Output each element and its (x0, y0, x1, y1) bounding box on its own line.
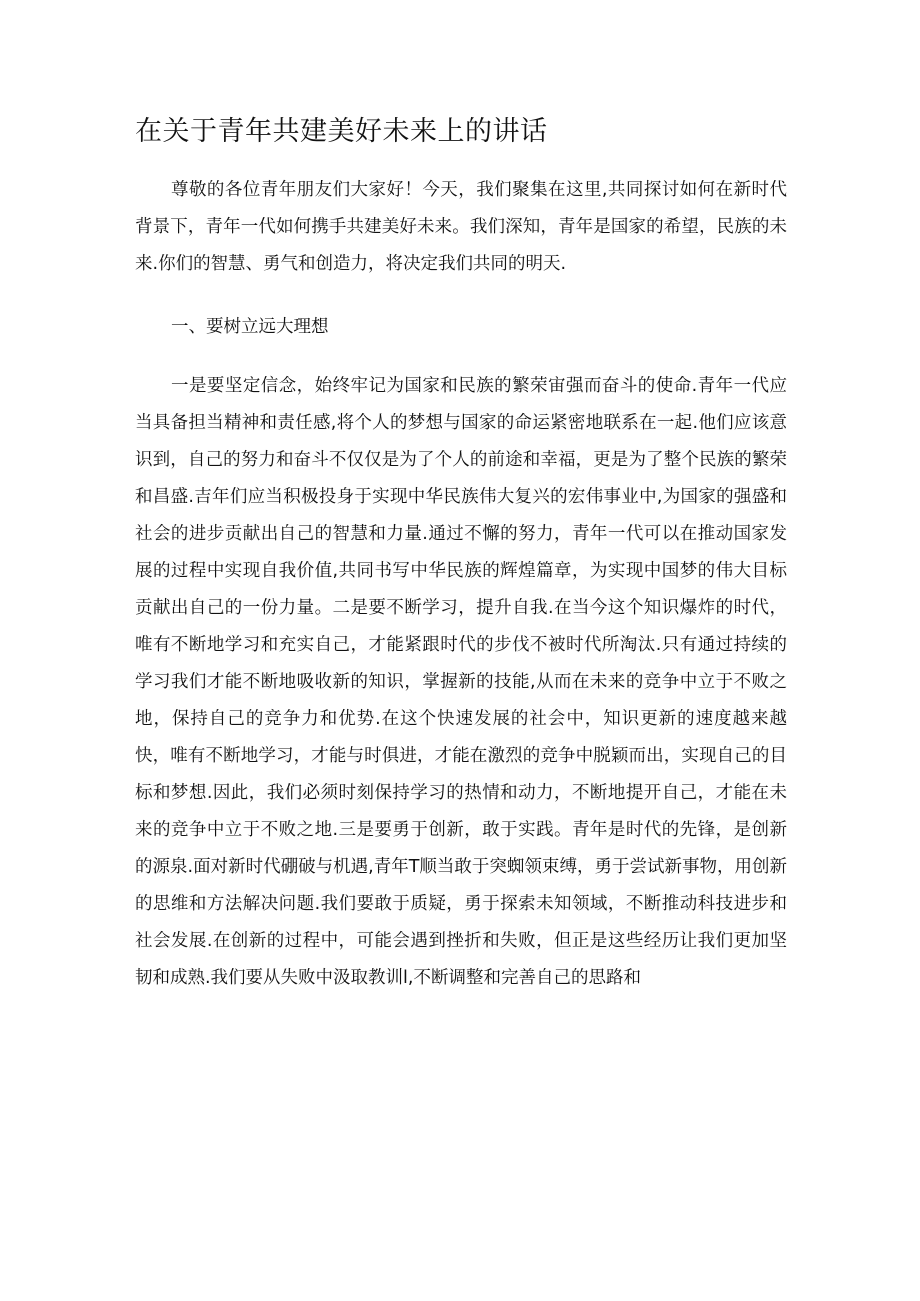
document-page (135, 110, 787, 997)
document-title: 在关于青年共建美好未来上的讲话 (135, 116, 548, 147)
section-heading: 一、要树立远大理想 (171, 317, 329, 337)
body-paragraph: 一是要坚定信念，始终牢记为国家和民族的繁荣宙强而奋斗的使命.青年一代应当具备担当精神和责任感,将个人的梦想与国家的命运紧密地联系在一起.他们应该意识到，自己的努力和奋斗不仅仅是为了个人的前途和幸福，更是为了整个民族的繁荣和昌盛.吉年们应当积极投身于实现中华民族伟大复兴的宏伟事业中,为国家的强盛和社会的进步贡献出自己的智慧和力量.通过不懈的努力，青年一代可以在推动国家发展的过程中实现自我价值,共同书写中华民族的辉煌篇章，为实现中国梦的伟大目标贡献出自己的一份力量。二是要不断学习，提升自我.在当今这个知识爆炸的时代，唯有不断地学习和充实自己，才能紧跟时代的步伐不被时代所淘汰.只有通过持续的学习我们才能不断地吸收新的知识，掌握新的技能,从而在未来的竞争中立于不败之地，保持自己的竞争力和优势.在这个快速发展的社会中，知识更新的速度越来越快，唯有不断地学习，才能与时俱进，才能在激烈的竞争中脱颖而出，实现自己的目标和梦想.因此，我们必须时刻保持学习的热情和动力，不断地提开自己，才能在未来的竞争中立于不败之地.三是要勇于创新，敢于实践。青年是时代的先锋，是创新的源泉.面对新时代硼破与机遇,青年T顺当敢于突蜘领束缚，勇于尝试新事物，用创新的思维和方法解决问题.我们要敢于质疑，勇于探索未知领域，不断推动科技进步和社会发展.在创新的过程中，可能会遇到挫折和失败，但正是这些经历让我们更加坚韧和成熟.我们要从失败中汲取教训l,不断调整和完善自己的思路和 (135, 376, 787, 988)
opening-paragraph: 尊敬的各位青年朋友们大家好！今天，我们聚集在这里,共同探讨如何在新时代背景下，青年一代如何携手共建美好未来。我们深知，青年是国家的希望，民族的未来.你们的智慧、勇气和创造力，将决定我们共同的明天. (135, 180, 787, 274)
